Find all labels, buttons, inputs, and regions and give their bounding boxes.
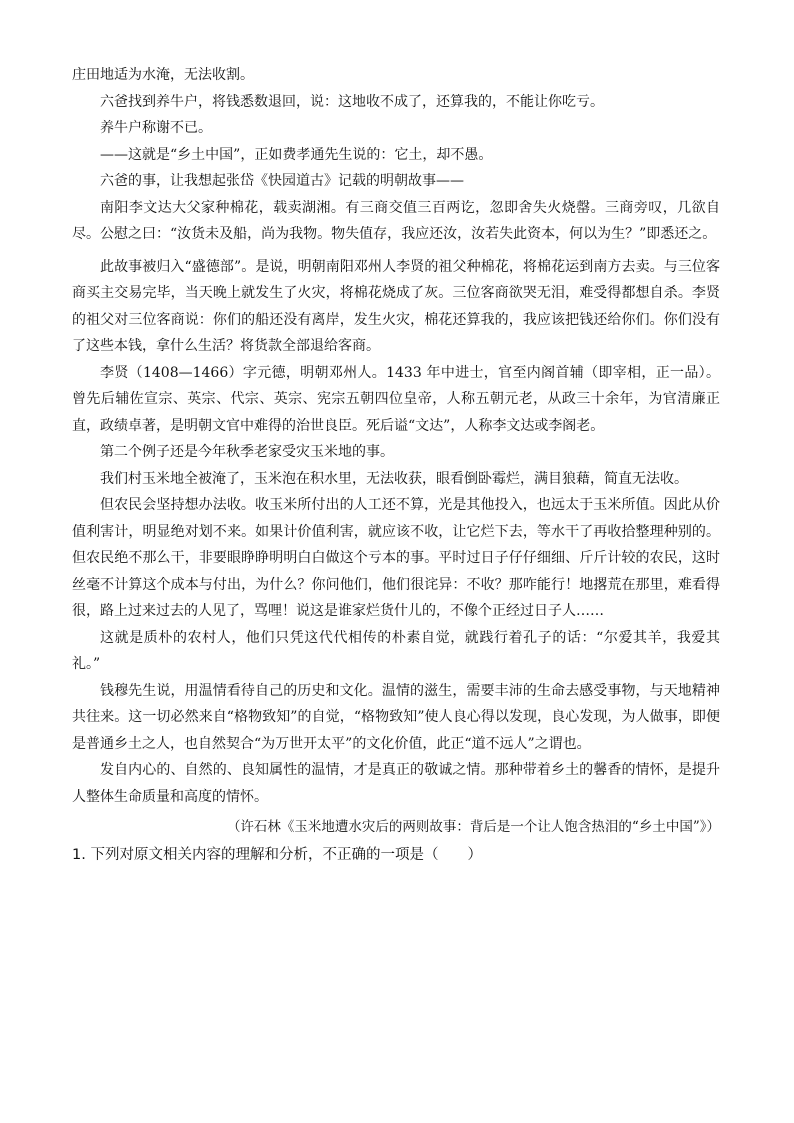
paragraph-6: 南阳李文达大父家种棉花，载卖湖湘。有三商交值三百两讫，忽即舍失火烧罄。三商旁叹，几欲自尽。公慰之曰：“汝货未及船，尚为我物。物失值存，我应还汝，汝若失此资本，何以为生？”即悉还之。 [72,199,720,242]
paragraph-5: 六爸的事，让我想起张岱《快园道古》记载的明朝故事—— [100,173,464,189]
question-1: 1. 下列对原文相关内容的理解和分析，不正确的一项是（ ） [72,847,482,863]
paragraph-8: 李贤（1408—1466）字元德，明朝邓州人。1433 年中进士，官至内阁首辅（即宰相，正一品）。曾先后辅佐宣宗、英宗、代宗、英宗、宪宗五朝四位皇帝，人称五朝元老，从政三十余年，为官清廉正直，政绩卓著，是明朝文官中难得的治世良臣。死后谥“文达”，人称李文达或李阁老。 [72,364,720,434]
paragraph-7: 此故事被归入“盛德部”。是说，明朝南阳邓州人李贤的祖父种棉花，将棉花运到南方去卖。与三位客商买主交易完毕，当天晚上就发生了火灾，将棉花烧成了灰。三位客商欲哭无泪，难受得都想自杀。李贤的祖父对三位客商说：你们的船还没有离岸，发生火灾，棉花还算我的，我应该把钱还给你们。你们没有了这些本钱，拿什么生活？将货款全部退给客商。 [72,258,720,354]
paragraph-9: 第二个例子还是今年秋季老家受灾玉米地的事。 [100,444,394,460]
paragraph-2: 六爸找到养牛户，将钱悉数退回，说：这地收不成了，还算我的，不能让你吃亏。 [100,93,604,110]
paragraph-4: ——这就是“乡土中国”，正如费孝通先生说的：它土，却不愚。 [100,146,493,163]
paragraph-11: 但农民会坚持想办法收。收玉米所付出的人工还不算，光是其他投入，也远太于玉米所值。因此从价值利害计，明显绝对划不来。如果计价值利害，就应该不收，让它烂下去，等水干了再收拾整理种别的。但农民绝不那么干，非要眼睁睁明明白白做这个亏本的事。平时过日子仔仔细细、斤斤计较的农民，这时丝毫不计算这个成本与付出，为什么？你问他们，他们很诧异：不收？那咋能行！地撂荒在那里，难看得很，路上过来过去的人见了，骂哩！说这是谁家烂货什儿的，不像个正经过日子人…… [72,497,720,619]
article-body [72,62,720,868]
paragraph-10: 我们村玉米地全被淹了，玉米泡在积水里，无法收获，眼看倒卧霉烂，满目狼藉，简直无法收。 [100,470,688,487]
paragraph-1: 庄田地适为水淹，无法收割。 [72,67,254,83]
paragraph-13: 钱穆先生说，用温情看待自己的历史和文化。温情的滋生，需要丰沛的生命去感受事物，与天地精神共往来。这一切必然来自“格物致知”的自觉，“格物致知”使人良心得以发现，良心发现，为人做事，即便是普通乡土之人，也自然契合“为万世开太平”的文化价值，此正“道不远人”之谓也。 [72,682,720,752]
article-source: （许石林《玉米地遭水灾后的两则故事：背后是一个让人饱含热泪的“乡土中国”》） [226,819,720,835]
paragraph-12: 这就是质朴的农村人，他们只凭这代代相传的朴素自觉，就践行着孔子的话：“尔爱其羊，我爱其礼。” [72,629,720,672]
paragraph-3: 养牛户称谢不已。 [100,120,212,136]
paragraph-14: 发自内心的、自然的、良知属性的温情，才是真正的敬诚之情。那种带着乡土的馨香的情怀，是提升人整体生命质量和高度的情怀。 [72,762,720,805]
